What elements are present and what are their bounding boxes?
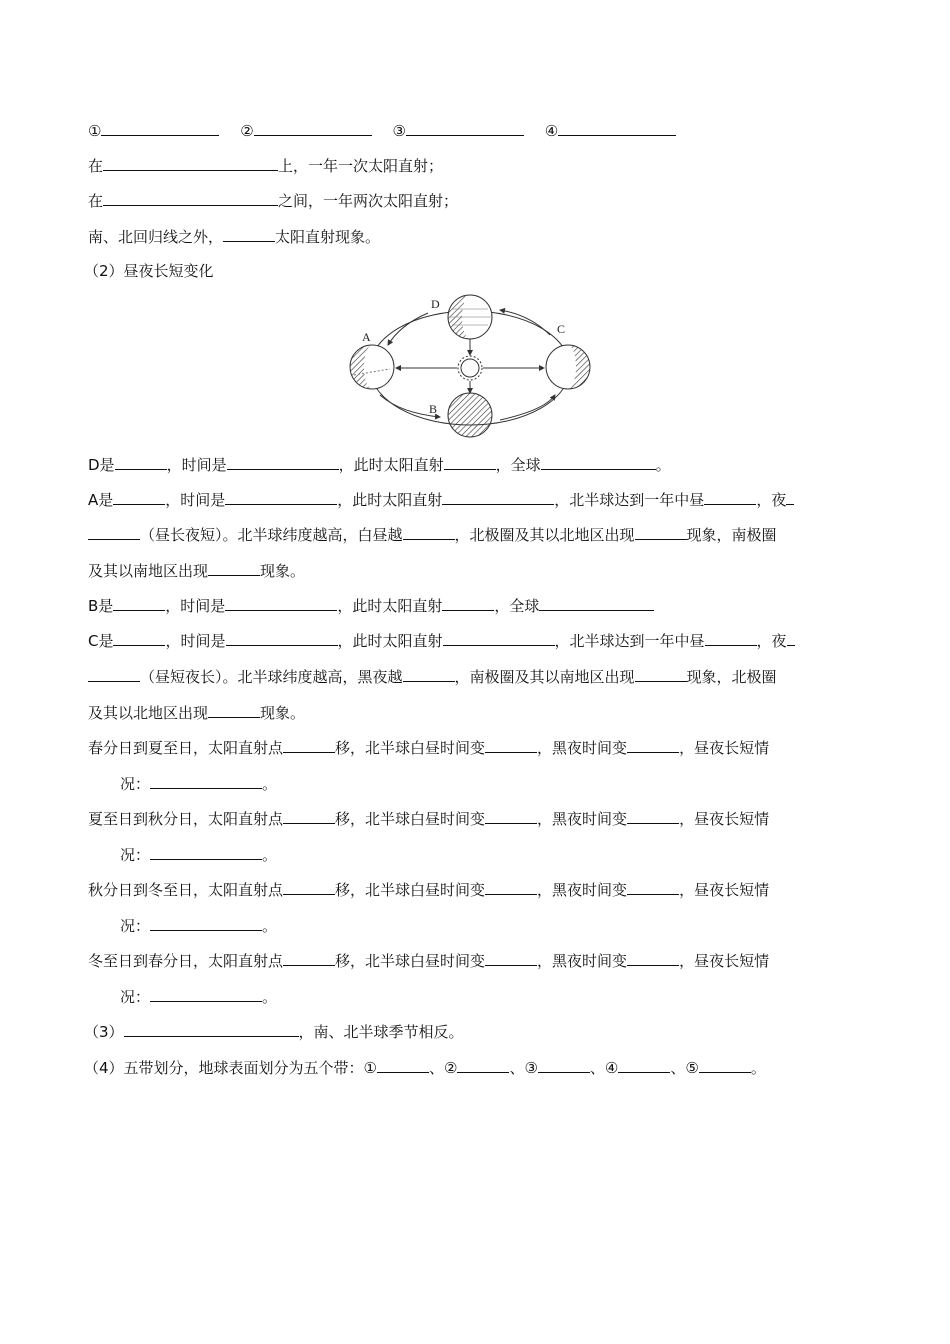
c-position-line-3: 及其以北地区出现 现象。: [88, 704, 306, 722]
blank[interactable]: [627, 808, 679, 824]
orbit-arrow-bc: [500, 395, 555, 420]
period-2-line: 夏至日到秋分日，太阳直射点 移，北半球白昼时间变 ，黑夜时间变 ，昼夜长短情: [88, 810, 770, 828]
marker-3: ③: [392, 122, 406, 140]
blank[interactable]: [627, 950, 679, 966]
blank[interactable]: [442, 595, 494, 611]
blank[interactable]: [627, 737, 679, 753]
b-position-line: B是 ，时间是 ，此时太阳直射 ，全球: [88, 595, 654, 615]
blank[interactable]: [457, 1057, 509, 1073]
blank[interactable]: [699, 1057, 751, 1073]
blank[interactable]: [485, 808, 537, 824]
blank[interactable]: [444, 454, 496, 470]
blank[interactable]: [223, 226, 275, 242]
period-3-cont: 况： 。: [120, 917, 278, 935]
blank-4[interactable]: [558, 120, 676, 136]
period-4-line: 冬至日到春分日，太阳直射点 移，北半球白昼时间变 ，黑夜时间变 ，昼夜长短情: [88, 952, 770, 970]
blank[interactable]: [485, 737, 537, 753]
period-1-line: 春分日到夏至日，太阳直射点 移，北半球白昼时间变 ，黑夜时间变 ，昼夜长短情: [88, 739, 770, 757]
blank[interactable]: [618, 1057, 670, 1073]
blank[interactable]: [377, 1057, 429, 1073]
marker-2: ②: [240, 122, 254, 140]
blank[interactable]: [283, 950, 335, 966]
blank[interactable]: [113, 489, 165, 505]
blank[interactable]: [88, 666, 140, 682]
blank[interactable]: [150, 773, 262, 789]
blank[interactable]: [283, 737, 335, 753]
blank[interactable]: [103, 155, 278, 171]
blank[interactable]: [443, 630, 555, 646]
blank[interactable]: [786, 489, 794, 505]
earth-b: [448, 393, 492, 437]
marker-1: ①: [88, 122, 102, 140]
blank[interactable]: [103, 190, 278, 206]
label-d: D: [431, 297, 440, 311]
blank[interactable]: [627, 879, 679, 895]
numbered-blanks-row: [88, 120, 676, 140]
label-c: C: [557, 322, 566, 336]
blank[interactable]: [226, 630, 338, 646]
blank[interactable]: [88, 524, 140, 540]
direct-sun-once-line: 在 上，一年一次太阳直射；: [88, 157, 444, 175]
blank[interactable]: [539, 595, 654, 611]
direct-sun-twice-line: 在 之间，一年两次太阳直射；: [88, 192, 459, 210]
blank[interactable]: [635, 524, 687, 540]
blank[interactable]: [787, 630, 795, 646]
blank[interactable]: [227, 454, 339, 470]
c-position-line-2: （昼短夜长）。北半球纬度越高，黑夜越 ，南极圈及其以南地区出现 现象，北极圈: [88, 666, 777, 686]
blank[interactable]: [113, 595, 165, 611]
section-4-line: （4）五带划分，地球表面划分为五个带：① 、② 、③ 、④ 、⑤ 。: [84, 1059, 766, 1077]
blank[interactable]: [113, 630, 165, 646]
blank-2[interactable]: [254, 120, 372, 136]
section-2-heading: （2）昼夜长短变化: [84, 262, 214, 280]
blank[interactable]: [124, 1021, 299, 1037]
orbit-arrow-cd: [500, 310, 550, 335]
blank[interactable]: [541, 454, 656, 470]
period-3-line: 秋分日到冬至日，太阳直射点 移，北半球白昼时间变 ，黑夜时间变 ，昼夜长短情: [88, 881, 770, 899]
blank[interactable]: [283, 879, 335, 895]
a-position-line-3: 及其以南地区出现 现象。: [88, 562, 306, 580]
earth-orbit-diagram: [340, 285, 600, 445]
label-a: A: [362, 330, 371, 344]
c-position-line-1: C是 ，时间是 ，此时太阳直射 ，北半球达到一年中昼 ，夜: [88, 630, 795, 650]
blank[interactable]: [283, 808, 335, 824]
blank[interactable]: [150, 986, 262, 1002]
blank-3[interactable]: [406, 120, 524, 136]
earth-c: [546, 345, 590, 389]
blank[interactable]: [150, 844, 262, 860]
earth-a: [350, 345, 394, 389]
blank[interactable]: [485, 879, 537, 895]
period-2-cont: 况： 。: [120, 846, 278, 864]
a-position-line-1: A是 ，时间是 ，此时太阳直射 ，北半球达到一年中昼 ，夜: [88, 489, 794, 509]
a-position-line-2: （昼长夜短）。北半球纬度越高，白昼越 ，北极圈及其以北地区出现 现象，南极圈: [88, 524, 777, 544]
blank[interactable]: [485, 950, 537, 966]
blank[interactable]: [705, 630, 757, 646]
blank[interactable]: [704, 489, 756, 505]
section-3-line: （3） ，南、北半球季节相反。: [84, 1023, 464, 1041]
blank[interactable]: [538, 1057, 590, 1073]
blank[interactable]: [208, 702, 260, 718]
blank[interactable]: [635, 666, 687, 682]
outside-tropics-line: 南、北回归线之外， 太阳直射现象。: [88, 228, 381, 246]
period-4-cont: 况： 。: [120, 988, 278, 1006]
blank-1[interactable]: [101, 120, 219, 136]
blank[interactable]: [150, 915, 262, 931]
blank[interactable]: [442, 489, 554, 505]
blank[interactable]: [225, 595, 337, 611]
d-position-line: D是 ，时间是 ，此时太阳直射 ，全球 。: [88, 456, 671, 474]
blank[interactable]: [225, 489, 337, 505]
period-1-cont: 况： 。: [120, 775, 278, 793]
earth-d: [448, 295, 492, 339]
blank[interactable]: [403, 524, 455, 540]
sun-icon: [458, 356, 482, 380]
label-b: B: [429, 402, 438, 416]
marker-4: ④: [544, 122, 559, 140]
blank[interactable]: [208, 560, 260, 576]
blank[interactable]: [115, 454, 167, 470]
blank[interactable]: [403, 666, 455, 682]
